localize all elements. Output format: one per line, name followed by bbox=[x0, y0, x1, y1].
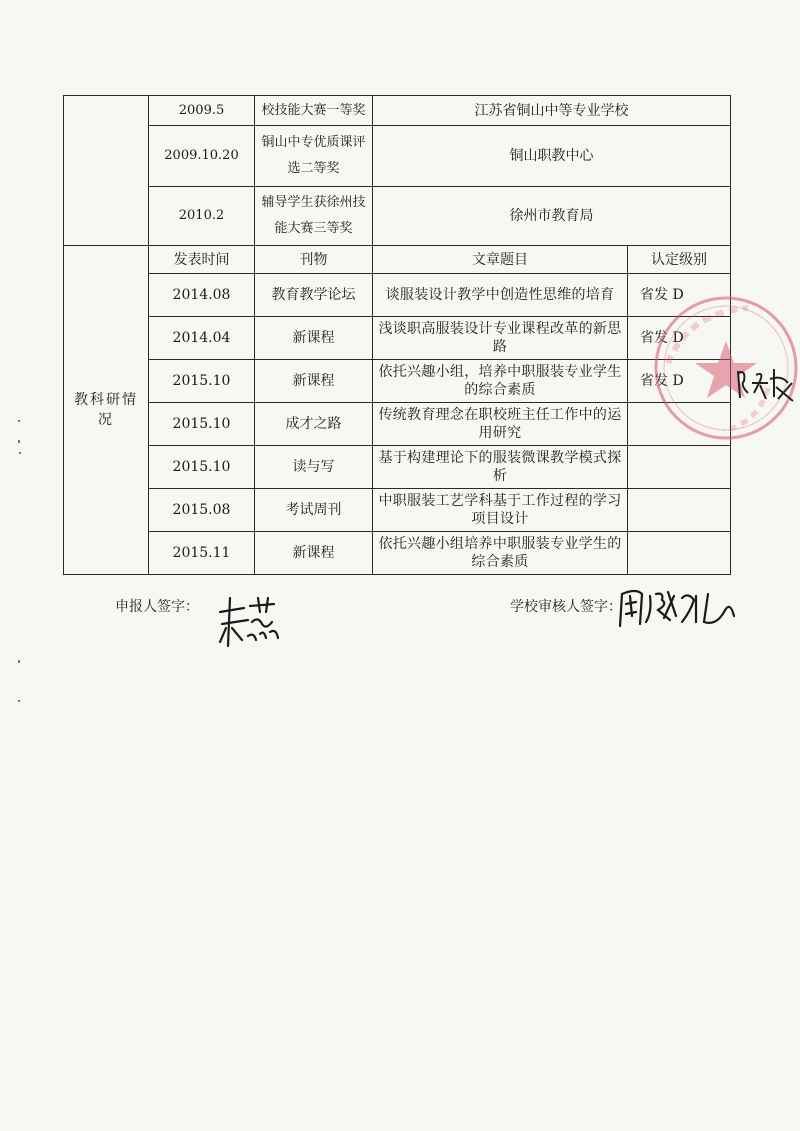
award-org: 徐州市教育局 bbox=[373, 187, 731, 246]
article-journal: 成才之路 bbox=[255, 403, 373, 446]
article-date: 2015.10 bbox=[149, 360, 255, 403]
research-row bbox=[64, 446, 731, 489]
article-journal: 教育教学论坛 bbox=[255, 274, 373, 317]
award-row bbox=[64, 126, 731, 187]
article-level bbox=[628, 446, 731, 489]
article-title: 中职服装工艺学科基于工作过程的学习项目设计 bbox=[373, 489, 628, 532]
header-title: 文章题目 bbox=[373, 246, 628, 274]
header-journal: 刊物 bbox=[255, 246, 373, 274]
article-journal: 新课程 bbox=[255, 532, 373, 575]
article-journal: 考试周刊 bbox=[255, 489, 373, 532]
award-title: 校技能大赛一等奖 bbox=[255, 96, 373, 126]
scan-speck bbox=[18, 660, 20, 663]
scan-speck bbox=[18, 700, 20, 702]
awards-label-cell bbox=[64, 96, 149, 246]
award-row bbox=[64, 96, 731, 126]
header-level: 认定级别 bbox=[628, 246, 731, 274]
article-date: 2015.08 bbox=[149, 489, 255, 532]
award-date: 2009.10.20 bbox=[149, 126, 255, 187]
official-seal bbox=[648, 293, 798, 443]
article-date: 2014.08 bbox=[149, 274, 255, 317]
research-row bbox=[64, 360, 731, 403]
article-date: 2014.04 bbox=[149, 317, 255, 360]
article-title: 依托兴趣小组培养中职服装专业学生的综合素质 bbox=[373, 532, 628, 575]
award-title: 铜山中专优质课评选二等奖 bbox=[255, 126, 373, 187]
research-row bbox=[64, 489, 731, 532]
article-title: 谈服装设计教学中创造性思维的培育 bbox=[373, 274, 628, 317]
article-title: 传统教育理念在职校班主任工作中的运用研究 bbox=[373, 403, 628, 446]
article-journal: 新课程 bbox=[255, 360, 373, 403]
record-table bbox=[63, 95, 731, 575]
scan-speck bbox=[19, 452, 21, 454]
award-date: 2009.5 bbox=[149, 96, 255, 126]
header-date: 发表时间 bbox=[149, 246, 255, 274]
article-date: 2015.10 bbox=[149, 403, 255, 446]
article-level bbox=[628, 532, 731, 575]
research-row bbox=[64, 403, 731, 446]
award-org: 江苏省铜山中等专业学校 bbox=[373, 96, 731, 126]
seal-handwritten-signature bbox=[738, 369, 793, 401]
research-row bbox=[64, 532, 731, 575]
reviewer-signature-label: 学校审核人签字： bbox=[510, 599, 622, 615]
article-level: 省发 D bbox=[628, 274, 731, 317]
research-section-label: 教科研情况 bbox=[64, 246, 149, 575]
article-title: 基于构建理论下的服装微课教学模式探析 bbox=[373, 446, 628, 489]
award-row bbox=[64, 187, 731, 246]
scan-speck bbox=[18, 440, 20, 443]
article-level: 省发 D bbox=[628, 317, 731, 360]
research-row bbox=[64, 274, 731, 317]
article-title: 浅谈职高服装设计专业课程改革的新思路 bbox=[373, 317, 628, 360]
article-journal: 新课程 bbox=[255, 317, 373, 360]
award-date: 2010.2 bbox=[149, 187, 255, 246]
award-title: 辅导学生获徐州技能大赛三等奖 bbox=[255, 187, 373, 246]
article-title: 依托兴趣小组，培养中职服装专业学生的综合素质 bbox=[373, 360, 628, 403]
award-org: 铜山职教中心 bbox=[373, 126, 731, 187]
article-date: 2015.11 bbox=[149, 532, 255, 575]
article-journal: 读与写 bbox=[255, 446, 373, 489]
research-header-row bbox=[64, 246, 731, 274]
reviewer-handwritten-signature bbox=[612, 582, 737, 632]
applicant-handwritten-signature bbox=[218, 592, 288, 652]
research-row bbox=[64, 317, 731, 360]
article-level: 省发 D bbox=[628, 360, 731, 403]
article-level bbox=[628, 489, 731, 532]
article-date: 2015.10 bbox=[149, 446, 255, 489]
scan-speck bbox=[18, 420, 20, 422]
applicant-signature-label: 申报人签字： bbox=[115, 599, 199, 615]
